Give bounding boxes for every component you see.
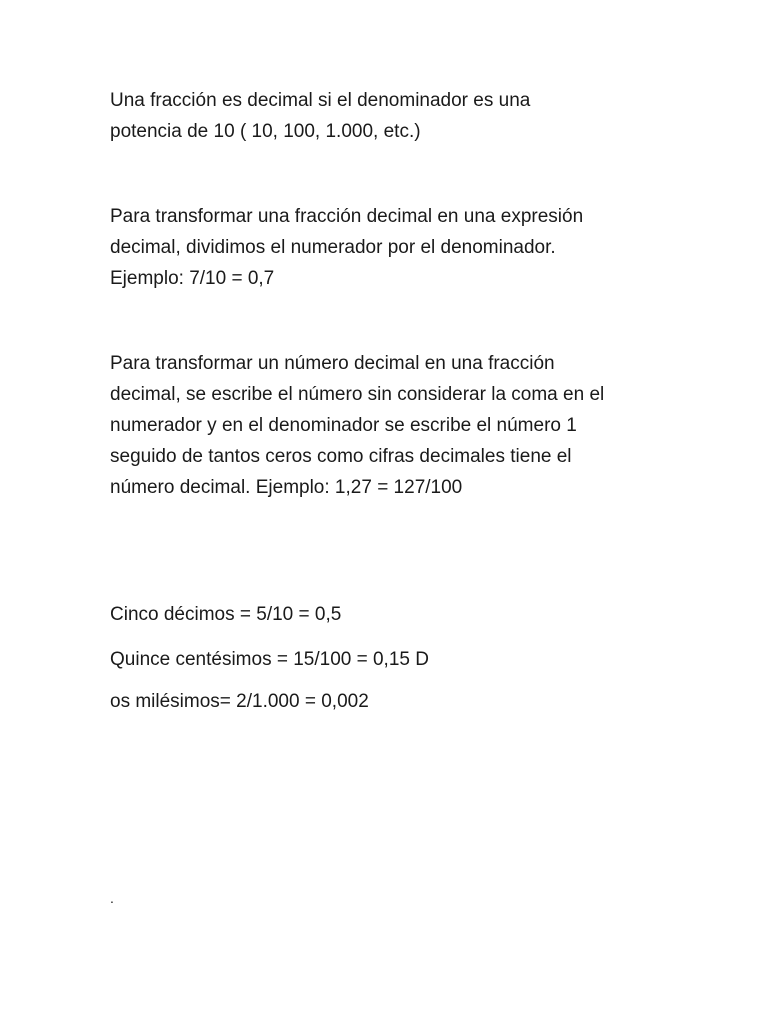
example-line-thousandths: os milésimos= 2/1.000 = 0,002 [110,691,369,712]
paragraph-fraction-to-decimal: Para transformar una fracción decimal en una expresión decimal, dividimos el numerador por el denominador. Ejemplo: 7/10 = 0,7 [110,206,584,289]
example-line-tenths: Cinco décimos = 5/10 = 0,5 [110,604,342,625]
paragraph-decimal-to-fraction: Para transformar un número decimal en una fracción decimal, se escribe el número sin considerar la coma en el numerador y en el denominador se escribe el número 1 seguido de tantos ceros como cifras decimales tiene el número decimal. Ejemplo: 1,27 = 127/100 [110,353,605,498]
paragraph-decimal-fraction-definition: Una fracción es decimal si el denominador es una potencia de 10 ( 10, 100, 1.000, etc.) [110,90,531,142]
example-line-hundredths: Quince centésimos = 15/100 = 0,15 D [110,649,429,670]
footer-dot: . [110,890,114,906]
